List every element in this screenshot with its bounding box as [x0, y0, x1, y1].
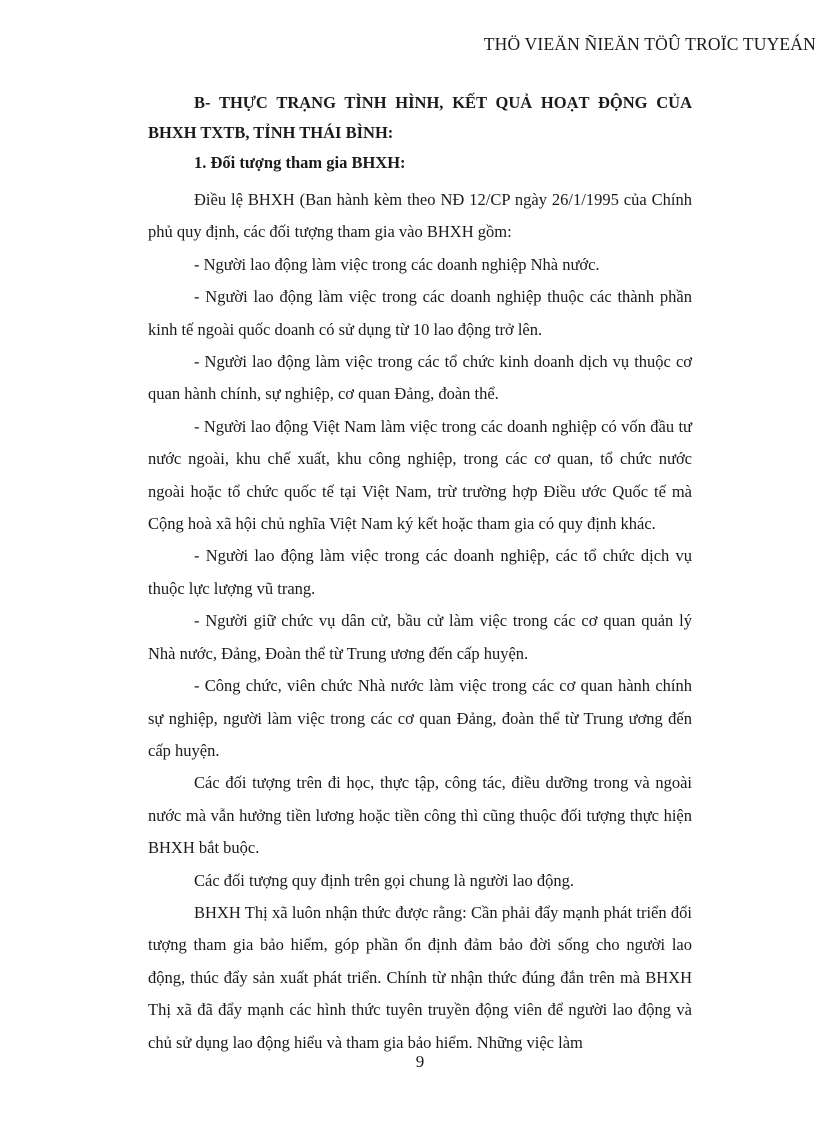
paragraph: Các đối tượng quy định trên gọi chung là người lao động.: [194, 870, 574, 890]
paragraph: - Người lao động Việt Nam làm việc trong các doanh nghiệp có vốn đầu tư nước ngoài, khu chế xuất, khu công nghiệp, trong các cơ quan, tổ chức nước ngoài hoặc tổ chức quốc tế tại Việt Nam, trừ trường hợp Điều ước Quốc tế mà Cộng hoà xã hội chủ nghĩa Việt Nam ký kết hoặc tham gia có quy định khác.: [148, 416, 692, 534]
paragraph: BHXH Thị xã luôn nhận thức được rằng: Cần phải đẩy mạnh phát triển đối tượng tham gia bảo hiểm, góp phần ổn định đảm bảo đời sống cho người lao động, thúc đẩy sản xuất phát triển. Chính từ nhận thức đúng đắn trên mà BHXH Thị xã đã đẩy mạnh các hình thức tuyên truyền động viên để người lao động và chủ sử dụng lao động hiểu và tham gia bảo hiểm. Những việc làm: [148, 902, 692, 1052]
document-body: [148, 88, 692, 1059]
paragraph: - Người lao động làm việc trong các doanh nghiệp, các tổ chức dịch vụ thuộc lực lượng vũ trang.: [148, 546, 692, 598]
page-number: 9: [415, 1052, 425, 1071]
subsection-heading: 1. Đối tượng tham gia BHXH:: [194, 153, 406, 172]
paragraph: - Người giữ chức vụ dân cử, bầu cử làm việc trong các cơ quan quản lý Nhà nước, Đảng, Đoàn thể từ Trung ương đến cấp huyện.: [148, 611, 692, 663]
running-header: THÖ VIEÄN ÑIEÄN TÖÛ TROÏC TUYEÁN: [483, 34, 816, 54]
paragraph: - Người lao động làm việc trong các doanh nghiệp thuộc các thành phần kinh tế ngoài quốc doanh có sử dụng từ 10 lao động trở lên.: [148, 287, 692, 339]
paragraph: - Người lao động làm việc trong các tổ chức kinh doanh dịch vụ thuộc cơ quan hành chính, sự nghiệp, cơ quan Đảng, đoàn thể.: [148, 352, 692, 404]
paragraph: Điều lệ BHXH (Ban hành kèm theo NĐ 12/CP ngày 26/1/1995 của Chính phủ quy định, các đối tượng tham gia vào BHXH gồm:: [148, 190, 692, 242]
paragraph: Các đối tượng trên đi học, thực tập, công tác, điều dưỡng trong và ngoài nước mà vẫn hưởng tiền lương hoặc tiền công thì cũng thuộc đối tượng thực hiện BHXH bắt buộc.: [148, 773, 692, 858]
paragraph: - Người lao động làm việc trong các doanh nghiệp Nhà nước.: [194, 254, 600, 274]
section-heading: B- THỰC TRẠNG TÌNH HÌNH, KẾT QUẢ HOẠT ĐỘNG CỦA BHXH TXTB, TỈNH THÁI BÌNH:: [148, 93, 692, 142]
paragraph: - Công chức, viên chức Nhà nước làm việc trong các cơ quan hành chính sự nghiệp, người làm việc trong các cơ quan Đảng, đoàn thể từ Trung ương đến cấp huyện.: [148, 676, 692, 760]
